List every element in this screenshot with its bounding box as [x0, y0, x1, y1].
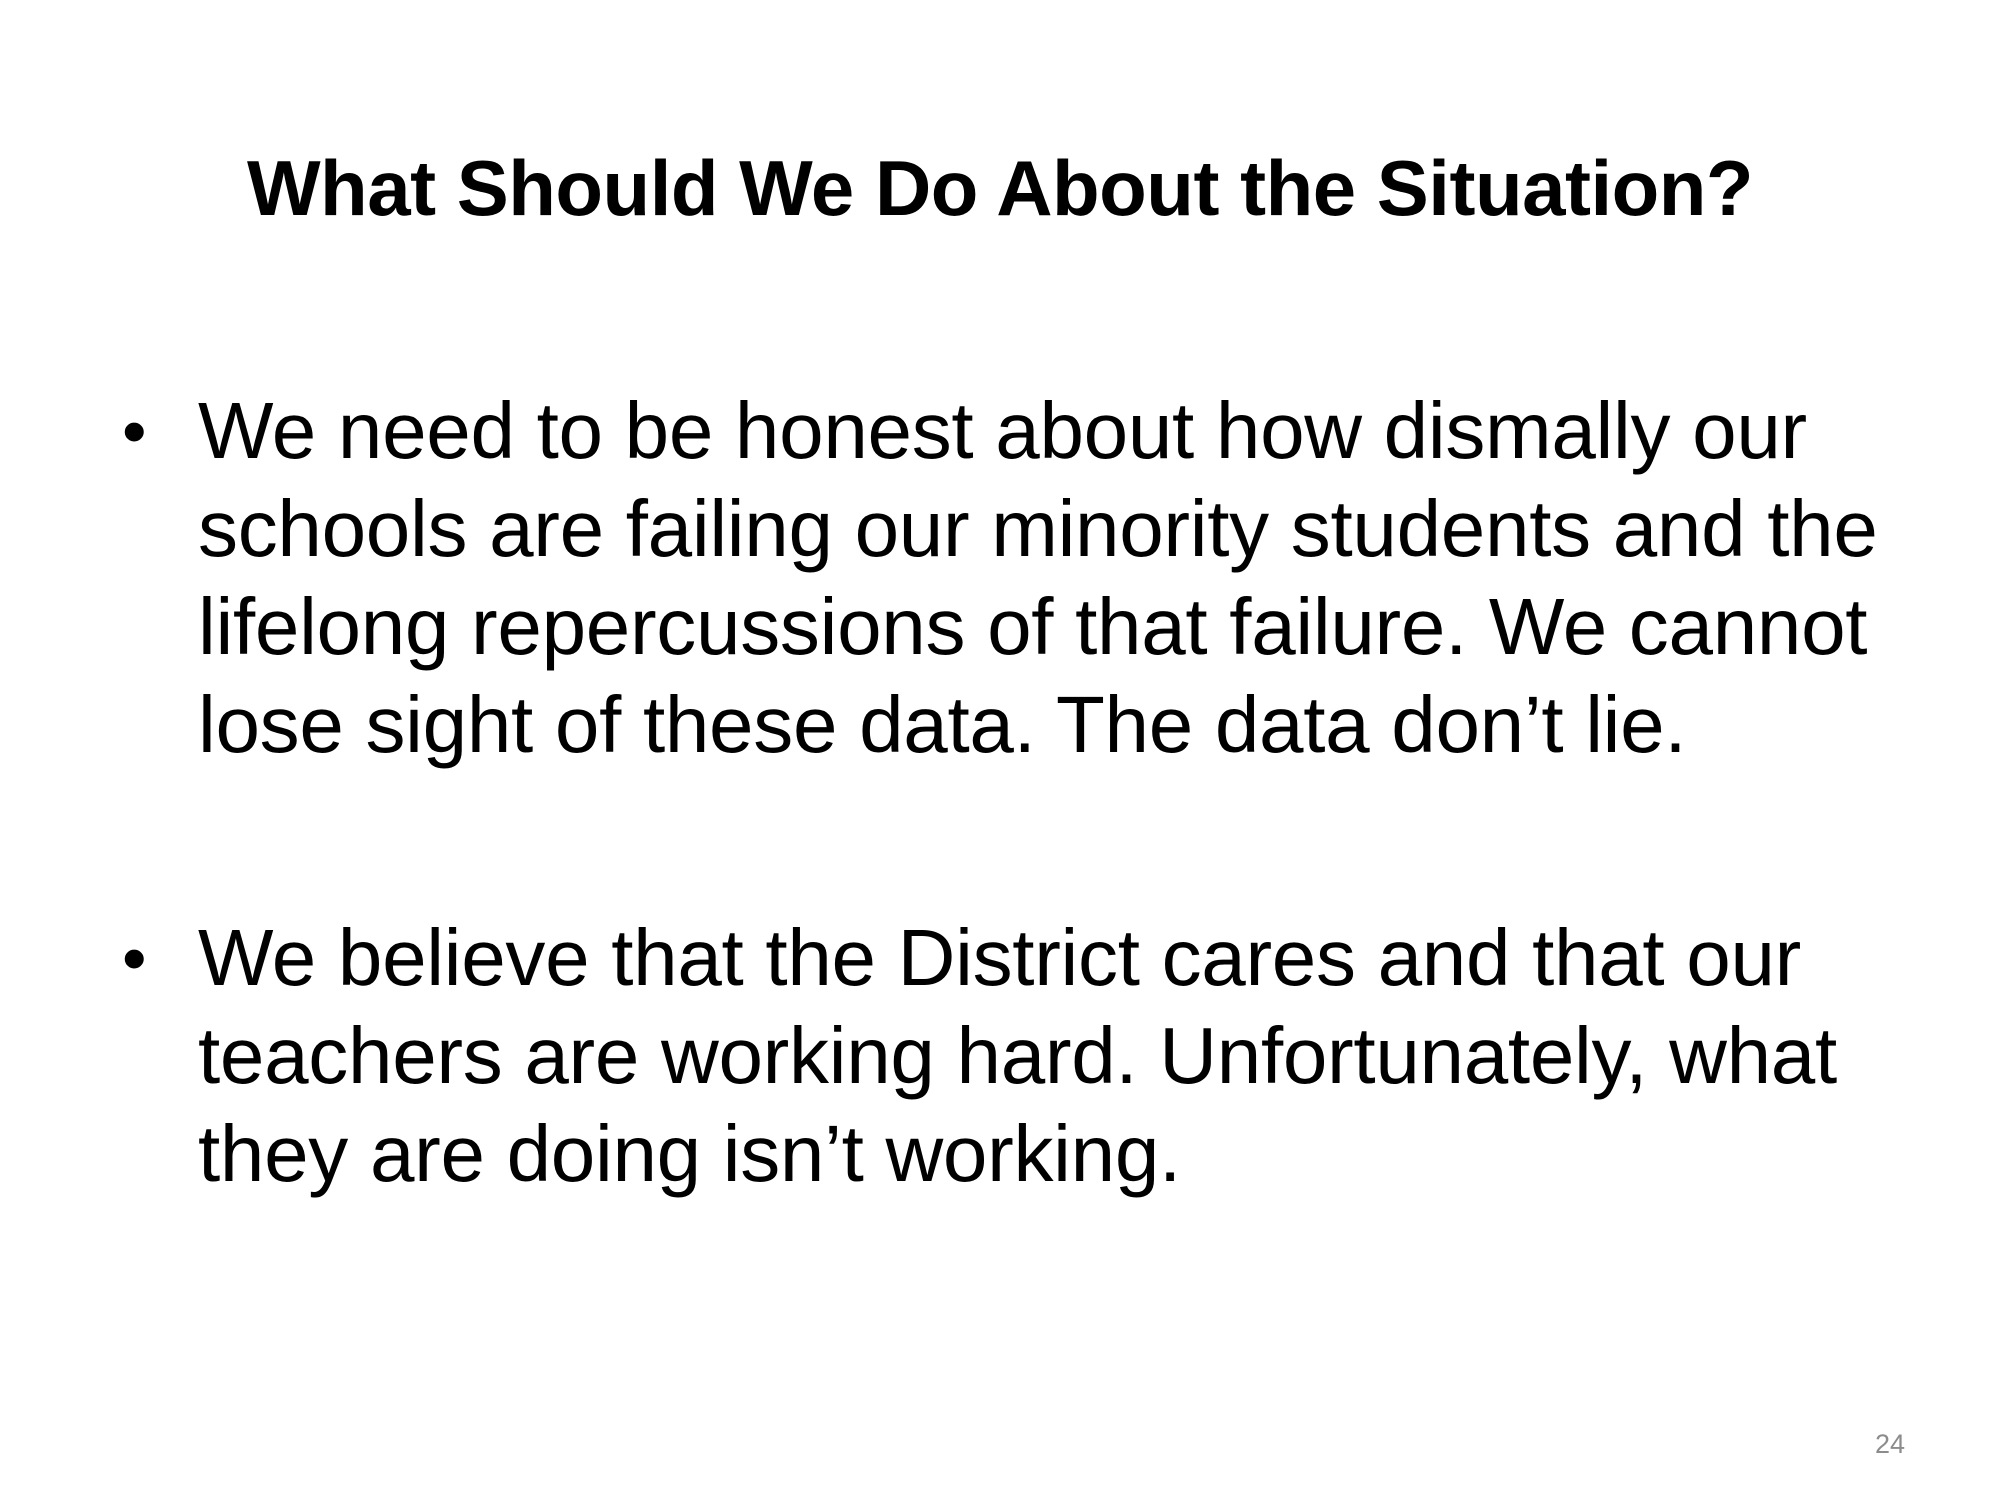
slide-title: What Should We Do About the Situation?: [246, 144, 1754, 232]
bullet-list: [120, 382, 1910, 1203]
bullet-item: [120, 909, 1910, 1203]
page-number: 24: [1874, 1429, 1905, 1459]
bullet-icon: •: [122, 392, 147, 470]
bullet-item: [120, 382, 1910, 774]
bullet-text: We believe that the District cares and that our teachers are working hard. Unfortunately, what they are doing isn’t working.: [198, 913, 1837, 1198]
bullet-text: We need to be honest about how dismally our schools are failing our minority students and the lifelong repercussions of that failure. We cannot lose sight of these data. The data don’t lie.: [198, 386, 1878, 769]
bullet-icon: •: [122, 919, 147, 997]
